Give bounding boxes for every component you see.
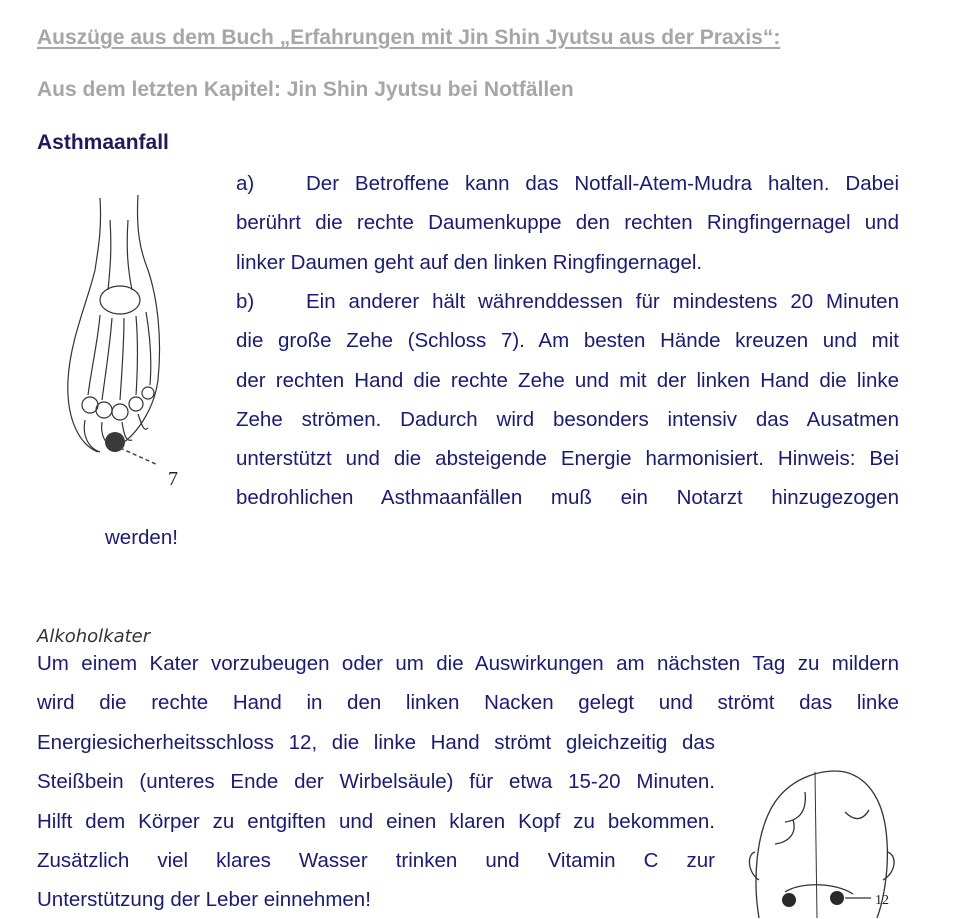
paragraph-b-line: Zehe strömen. Dadurch wird besonders intensiv das Ausatmen: [236, 407, 899, 431]
asthma-paragraph-a: [236, 164, 899, 282]
document-title: Auszüge aus dem Buch „Erfahrungen mit Jin Shin Jyutsu aus der Praxis“:: [37, 26, 781, 49]
head-point-label: 12: [875, 893, 889, 908]
paragraph-a-line: linker Daumen geht auf den linken Ringfingernagel.: [236, 250, 703, 274]
paragraph-a-line: berührt die rechte Daumenkuppe den rechten Ringfingernagel und: [236, 211, 899, 235]
paragraph-b-line: die große Zehe (Schloss 7). Am besten Hände kreuzen und mit: [236, 329, 899, 353]
paragraph-a-line: a) Der Betroffene kann das Notfall-Atem-Mudra halten. Dabei: [236, 164, 899, 203]
list-marker-b: b): [236, 290, 255, 313]
hangover-paragraph-full: [37, 644, 899, 723]
list-marker-a: a): [236, 172, 255, 195]
hangover-line: wird die rechte Hand in den linken Nacken gelegt und strömt das linke: [37, 691, 899, 715]
hangover-heading: Alkoholkater: [37, 626, 151, 647]
paragraph-b-line: der rechten Hand die rechte Zehe und mit der linken Hand die linke: [236, 368, 899, 392]
hangover-line: Steißbein (unteres Ende der Wirbelsäule) für etwa 15-20 Minuten.: [37, 770, 715, 794]
paragraph-b-line: b) Ein anderer hält währenddessen für mindestens 20 Minuten: [236, 282, 899, 321]
asthma-heading: Asthmaanfall: [37, 131, 169, 154]
hangover-line: Unterstützung der Leber einnehmen!: [37, 888, 371, 912]
hangover-line: Zusätzlich viel klares Wasser trinken und Vitamin C zur: [37, 848, 715, 872]
asthma-paragraph-b: [236, 282, 899, 518]
hangover-line: Um einem Kater vorzubeugen oder um die Auswirkungen am nächsten Tag zu mildern: [37, 652, 899, 675]
head-back-illustration: [745, 762, 905, 918]
paragraph-b-line: bedrohlichen Asthmaanfällen muß ein Notarzt hinzugezogen: [236, 486, 899, 510]
foot-illustration: [40, 190, 200, 500]
hangover-line: Hilft dem Körper zu entgiften und einen klaren Kopf zu bekommen.: [37, 809, 715, 833]
foot-point-label: 7: [168, 468, 178, 490]
asthma-last-line: werden!: [105, 526, 178, 549]
chapter-subtitle: Aus dem letzten Kapitel: Jin Shin Jyutsu bei Notfällen: [37, 78, 574, 101]
paragraph-b-line: unterstützt und die absteigende Energie harmonisiert. Hinweis: Bei: [236, 447, 899, 471]
hangover-paragraph-narrow: [37, 723, 715, 919]
hangover-line: Energiesicherheitsschloss 12, die linke Hand strömt gleichzeitig das: [37, 731, 715, 754]
